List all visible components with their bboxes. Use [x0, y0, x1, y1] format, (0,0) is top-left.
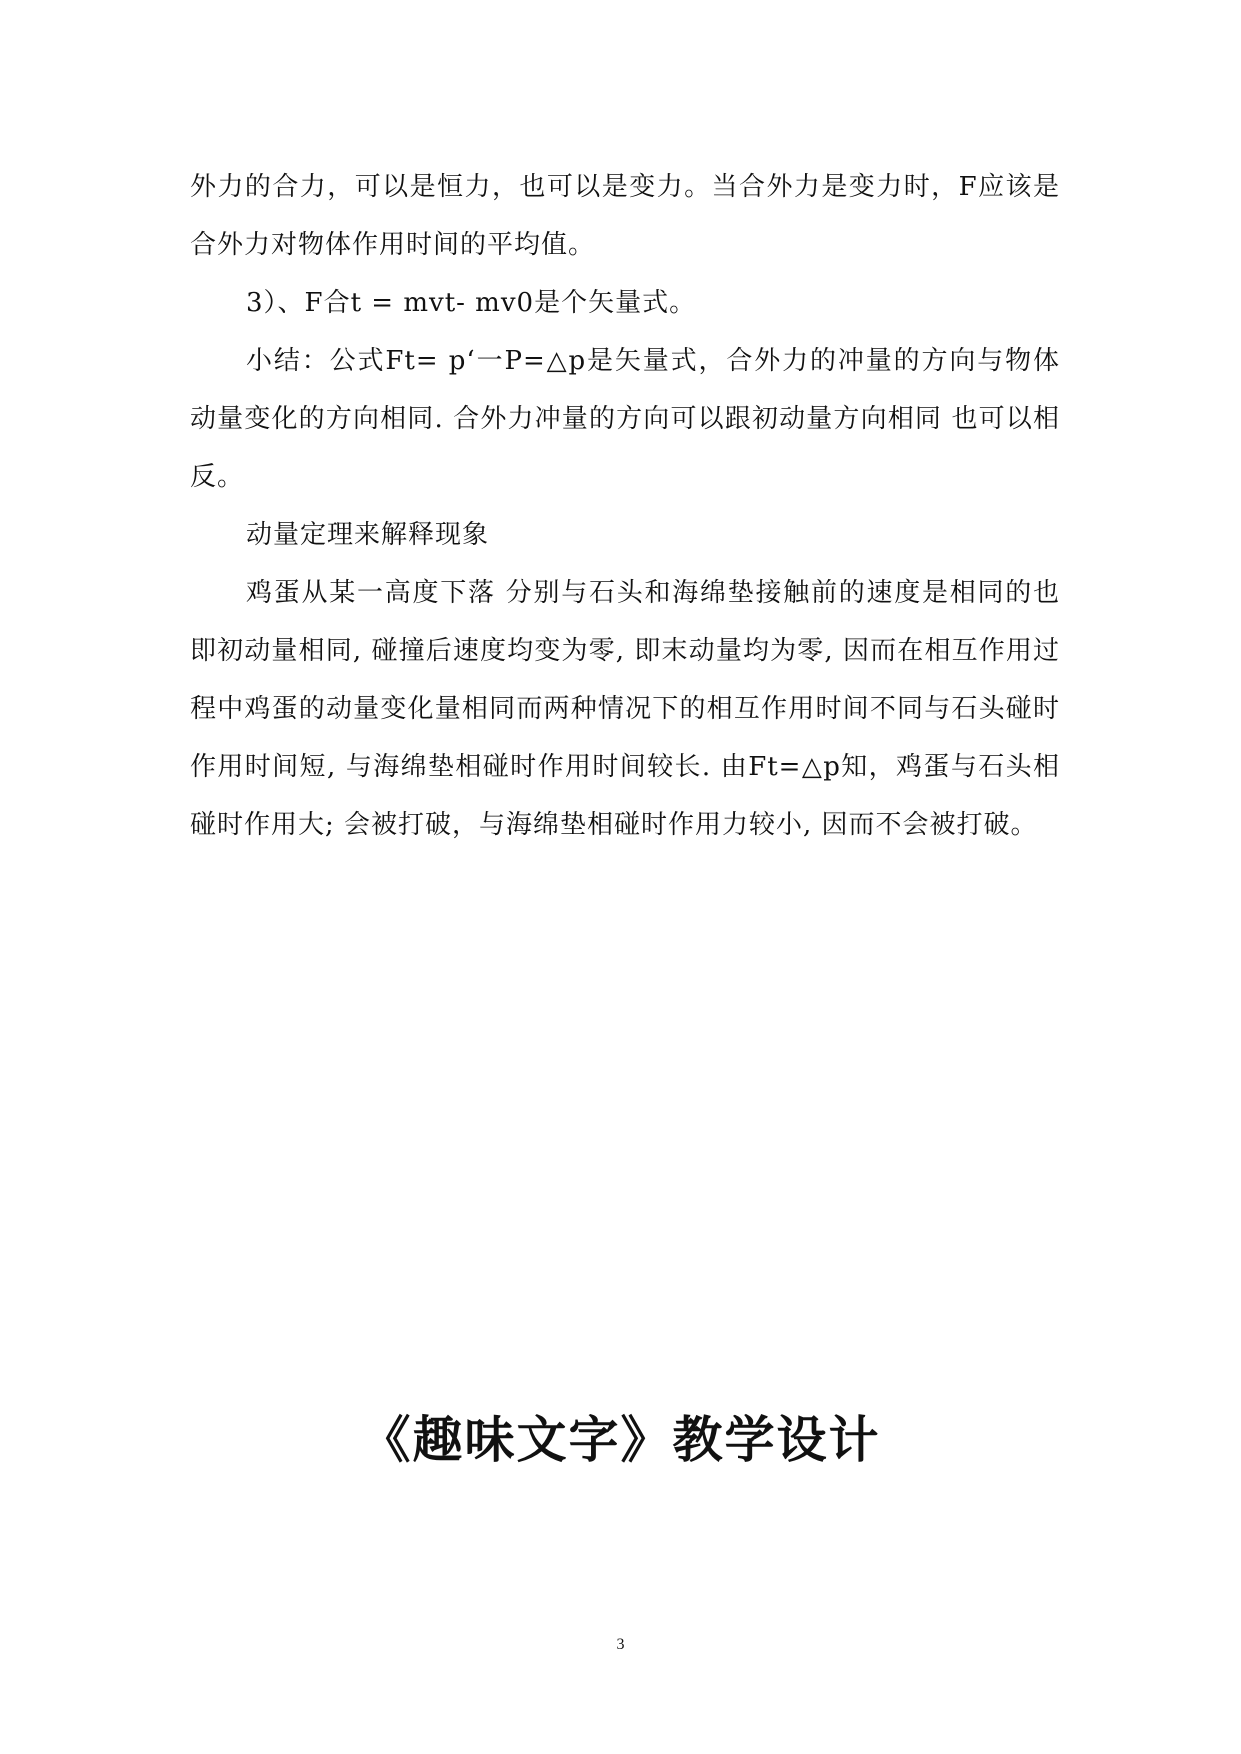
paragraph-vector-formula: 3）、F合t = mvt- mv0是个矢量式。	[246, 288, 697, 318]
paragraph-heading-explain: 动量定理来解释现象	[246, 520, 490, 550]
body-text	[190, 158, 1060, 854]
paragraph-egg-example: 鸡蛋从某一高度下落 分别与石头和海绵垫接触前的速度是相同的也即初动量相同, 碰撞后速度均变为零, 即末动量均为零, 因而在相互作用过程中鸡蛋的动量变化量相同而两种情况下的相互作用时间不同与石头碰时作用时间短, 与海绵垫相碰时作用时间较长. 由Ft=△p知，鸡蛋与石头相碰时作用大; 会被打破，与海绵垫相碰时作用力较小, 因而不会被打破。	[190, 578, 1060, 840]
paragraph-continuation: 外力的合力，可以是恒力，也可以是变力。当合外力是变力时，F应该是合外力对物体作用时间的平均值。	[190, 172, 1060, 260]
page-number: 3	[616, 1636, 625, 1653]
paragraph-summary: 小结：公式Ft= p‘一P=△p是矢量式，合外力的冲量的方向与物体动量变化的方向相同. 合外力冲量的方向可以跟初动量方向相同 也可以相反。	[190, 346, 1060, 492]
document-title: 《趣味文字》教学设计	[360, 1411, 881, 1469]
